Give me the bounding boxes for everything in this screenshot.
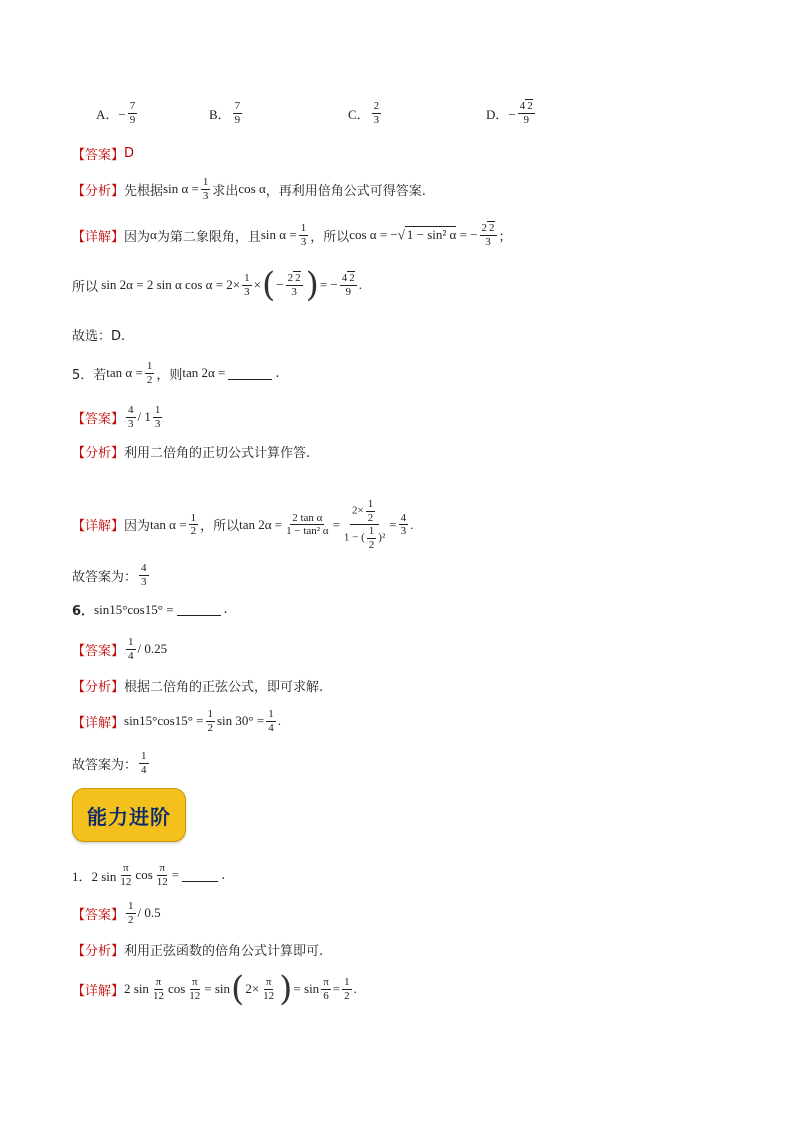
q6-analysis: 【分析】 根据二倍角的正弦公式，即可求解. bbox=[72, 680, 324, 695]
q4-answer: 【答案】 D bbox=[72, 146, 135, 163]
option-c: C． $\frac{2}{3}$ bbox=[348, 100, 380, 126]
a1-stem: 1．2 sin $\frac{\pi}{12}$ cos $\frac{\pi}{12}$ = . bbox=[72, 862, 226, 888]
a1-answer: 【答案】 $\frac{1}{2}$ / 0.5 bbox=[72, 900, 161, 926]
q5-analysis: 【分析】 利用二倍角的正切公式计算作答. bbox=[72, 446, 311, 461]
q5-stem: 5．若 tan α = $\frac{1}{2}$ ，则 tan 2α = . bbox=[72, 360, 280, 386]
q4-conclusion: 故选：D. bbox=[72, 329, 126, 344]
section-badge bbox=[72, 788, 186, 842]
q4-detail-1: 【详解】 因为 α 为第二象限角，且 sin α = $\frac{1}{3}$ ，所以 cos α = −√ 1 − sin² α = − $\frac{2 2}{3}$ ； bbox=[72, 222, 512, 248]
option-d: D．− $\frac{4 2}{9}$ bbox=[486, 100, 533, 126]
q5-answer: 【答案】 $\frac{4}{3}$ / 1 $\frac{1}{3}$ bbox=[72, 404, 161, 430]
q5-conclusion: 故答案为： $\frac{4}{3}$ bbox=[72, 562, 147, 588]
q6-answer: 【答案】 $\frac{1}{4}$ / 0.25 bbox=[72, 636, 168, 662]
q4-analysis: 【分析】 先根据 sin α = $\frac{1}{3}$ 求出 cos α ，再利用倍角公式可得答案. bbox=[72, 176, 426, 202]
q6-detail: 【详解】 sin15°cos15° = $\frac{1}{2}$ sin 30° = $\frac{1}{4}$ . bbox=[72, 708, 281, 734]
section-title: 能力进阶 bbox=[87, 804, 171, 829]
option-b: B． $\frac{7}{9}$ bbox=[209, 100, 241, 126]
q6-conclusion: 故答案为： $\frac{1}{4}$ bbox=[72, 750, 147, 776]
a1-analysis: 【分析】 利用正弦函数的倍角公式计算即可. bbox=[72, 944, 324, 959]
q4-detail-2: 所以 sin 2α = 2 sin α cos α = 2× $\frac{1}{3}$ × ( − $\frac{2 2}{3}$ ) = − $\frac{4 2}{9}$ . bbox=[72, 265, 363, 305]
q6-stem: 6． sin15°cos15° = . bbox=[72, 601, 228, 619]
a1-detail: 【详解】 2 sin $\frac{\pi}{12}$ cos $\frac{\pi}{12}$ = sin ( 2× $\frac{\pi}{12}$ ) = sin $\frac{\pi}{6}$ = $\frac{1}{2}$ . bbox=[72, 969, 357, 1009]
option-a: A．− $\frac{7}{9}$ bbox=[96, 100, 136, 126]
q5-detail: 【详解】 因为 tan α = $\frac{1}{2}$ ，所以 tan 2α = $\frac{\text{2 tan α}}{\text{1 − tan² α}}$ = 2× $\frac{1}{2}$ 1 − ( $\frac{1}{2}$ )² = $\frac{4}{3}$ . bbox=[72, 498, 414, 551]
